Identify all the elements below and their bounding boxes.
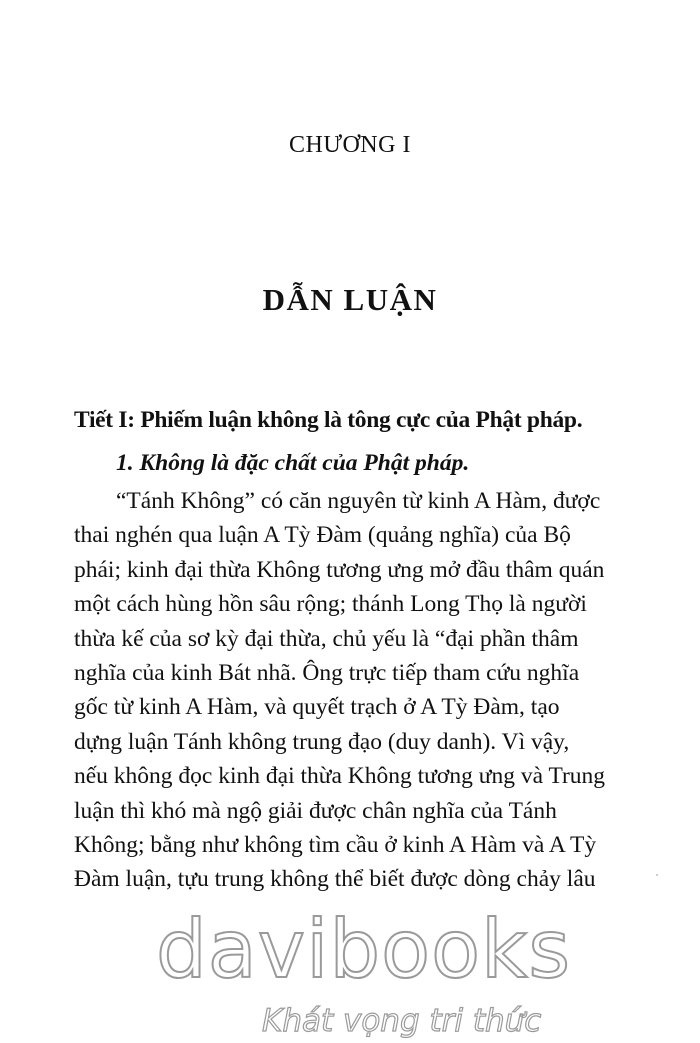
paragraph-line: Đàm luận, tựu trung không thể biết được dòng chảy lâu <box>74 866 596 893</box>
scan-speck <box>656 874 658 876</box>
paragraph-line: một cách hùng hồn sâu rộng; thánh Long Thọ là người <box>74 591 587 618</box>
paragraph-line: “Tánh Không” có căn nguyên từ kinh A Hàm, được <box>116 488 601 514</box>
watermark-brand: davibooks <box>156 903 572 996</box>
section-heading: Tiết I: Phiếm luận không là tông cực của Phật pháp. <box>74 407 583 433</box>
paragraph-line: nếu không đọc kinh đại thừa Không tương ưng và Trung <box>74 763 606 790</box>
subsection-heading: 1. Không là đặc chất của Phật pháp. <box>116 450 470 476</box>
paragraph-line: luận thì khó mà ngộ giải được chân nghĩa của Tánh <box>74 797 557 824</box>
paragraph-line: phái; kinh đại thừa Không tương ưng mở đầu thâm quán <box>74 556 605 583</box>
paragraph-line: thai nghén qua luận A Tỳ Đàm (quảng nghĩa) của Bộ <box>74 522 571 549</box>
paragraph-line: gốc từ kinh A Hàm, và quyết trạch ở A Tỳ Đàm, tạo <box>74 694 560 721</box>
watermark-logo <box>0 905 700 1043</box>
watermark-tagline: Khát vọng tri thức <box>262 1003 542 1039</box>
chapter-label: CHƯƠNG I <box>289 132 411 158</box>
chapter-title: DẪN LUẬN <box>262 282 438 317</box>
paragraph-line: Không; bằng như không tìm cầu ở kinh A Hàm và A Tỳ <box>74 831 597 858</box>
paragraph-line: nghĩa của kinh Bát nhã. Ông trực tiếp tham cứu nghĩa <box>74 659 580 686</box>
paragraph-line: dựng luận Tánh không trung đạo (duy danh). Vì vậy, <box>74 728 570 755</box>
paragraph-line: thừa kế của sơ kỳ đại thừa, chủ yếu là “đại phần thâm <box>74 625 579 652</box>
body-paragraph <box>74 484 640 897</box>
